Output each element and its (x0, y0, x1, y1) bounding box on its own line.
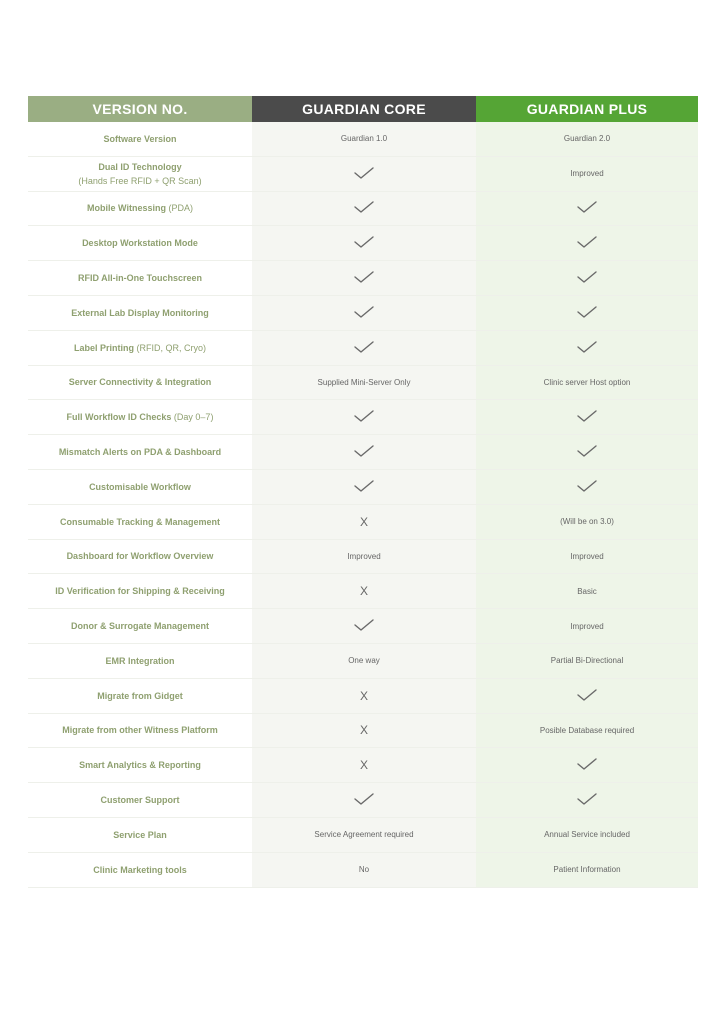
table-row (28, 226, 698, 261)
value-text: Guardian 1.0 (340, 134, 388, 144)
feature-label: Service Plan (113, 829, 167, 840)
core-cell (252, 331, 476, 365)
feature-label: Full Workflow ID Checks (66, 412, 172, 423)
feature-label: RFID All-in-One Touchscreen (77, 273, 202, 284)
core-cell (252, 505, 476, 539)
cross-value: X (359, 688, 368, 703)
feature-cell (28, 261, 252, 295)
value-text: Guardian 2.0 (563, 134, 611, 144)
value-text: No (358, 865, 370, 875)
plus-cell (476, 679, 698, 713)
check-icon (576, 792, 598, 808)
feature-label: Migrate from other Witness Platform (62, 725, 218, 736)
plus-cell (476, 609, 698, 643)
value-text: Patient Information (553, 865, 621, 875)
plus-cell (476, 505, 698, 539)
plus-cell (476, 261, 698, 295)
feature-cell (28, 714, 252, 748)
feature-cell (28, 853, 252, 887)
table-row (28, 783, 698, 818)
plus-cell (476, 748, 698, 782)
feature-cell (28, 574, 252, 608)
feature-sublabel: (Hands Free RFID + QR Scan) (78, 175, 202, 186)
feature-cell (28, 122, 252, 156)
value-text: Annual Service included (544, 830, 630, 840)
table-row (28, 296, 698, 331)
value-text: Improved (570, 621, 604, 631)
feature-cell (28, 157, 252, 191)
value-text: Service Agreement required (314, 830, 414, 840)
feature-cell (28, 296, 252, 330)
core-cell (252, 366, 476, 400)
table-row (28, 540, 698, 575)
core-cell (252, 470, 476, 504)
plus-cell (476, 192, 698, 226)
feature-cell (28, 679, 252, 713)
core-cell (252, 122, 476, 156)
core-cell (252, 574, 476, 608)
header-guardian-plus: GUARDIAN PLUS (476, 96, 698, 122)
feature-cell (28, 435, 252, 469)
table-row (28, 400, 698, 435)
table-row (28, 435, 698, 470)
feature-cell (28, 609, 252, 643)
plus-cell (476, 226, 698, 260)
core-cell (252, 435, 476, 469)
cross-value: X (359, 584, 368, 599)
feature-cell (28, 192, 252, 226)
table-row (28, 714, 698, 749)
plus-cell (476, 157, 698, 191)
feature-label: Migrate from Gidget (97, 690, 183, 701)
table-row (28, 748, 698, 783)
feature-cell (28, 818, 252, 852)
check-icon (576, 757, 598, 773)
plus-cell (476, 714, 698, 748)
table-header (28, 96, 698, 122)
core-cell (252, 748, 476, 782)
core-cell (252, 400, 476, 434)
feature-label: Consumable Tracking & Management (59, 516, 221, 527)
core-cell (252, 644, 476, 678)
core-cell (252, 679, 476, 713)
feature-cell (28, 748, 252, 782)
core-cell (252, 192, 476, 226)
feature-sublabel: (PDA) (168, 203, 193, 214)
core-cell (252, 714, 476, 748)
table-row (28, 470, 698, 505)
header-guardian-core: GUARDIAN CORE (252, 96, 476, 122)
core-cell (252, 226, 476, 260)
check-icon (576, 270, 598, 286)
check-icon (353, 166, 375, 182)
feature-label: Mismatch Alerts on PDA & Dashboard (58, 447, 222, 458)
table-row (28, 574, 698, 609)
check-icon (576, 479, 598, 495)
plus-cell (476, 818, 698, 852)
value-text: Supplied Mini-Server Only (317, 377, 411, 387)
plus-cell (476, 783, 698, 817)
value-text: Partial Bi-Directional (550, 656, 624, 666)
feature-label: ID Verification for Shipping & Receiving (55, 586, 225, 597)
plus-cell (476, 853, 698, 887)
core-cell (252, 157, 476, 191)
plus-cell (476, 470, 698, 504)
core-cell (252, 540, 476, 574)
table-row (28, 157, 698, 192)
feature-cell (28, 540, 252, 574)
cross-value: X (359, 723, 368, 738)
comparison-table (28, 96, 698, 888)
table-row (28, 818, 698, 853)
core-cell (252, 818, 476, 852)
check-icon (576, 305, 598, 321)
value-text: One way (348, 656, 380, 666)
table-row (28, 192, 698, 227)
feature-label: Server Connectivity & Integration (68, 377, 212, 388)
feature-cell (28, 644, 252, 678)
table-body (28, 122, 698, 888)
feature-label: Customisable Workflow (89, 481, 191, 492)
feature-label: Dashboard for Workflow Overview (66, 551, 214, 562)
feature-cell (28, 226, 252, 260)
plus-cell (476, 296, 698, 330)
feature-label: Software Version (103, 133, 177, 144)
core-cell (252, 296, 476, 330)
check-icon (353, 235, 375, 251)
plus-cell (476, 122, 698, 156)
table-row (28, 679, 698, 714)
core-cell (252, 853, 476, 887)
feature-label: Mobile Witnessing (87, 203, 166, 214)
feature-label: Desktop Workstation Mode (82, 238, 198, 249)
value-text: Improved (347, 551, 381, 561)
value-text: Improved (570, 169, 604, 179)
table-row (28, 644, 698, 679)
table-row (28, 609, 698, 644)
value-text: Improved (570, 551, 604, 561)
plus-cell (476, 574, 698, 608)
core-cell (252, 783, 476, 817)
table-row (28, 505, 698, 540)
value-text: (Will be on 3.0) (560, 517, 614, 527)
feature-cell (28, 783, 252, 817)
check-icon (353, 444, 375, 460)
check-icon (353, 618, 375, 634)
plus-cell (476, 540, 698, 574)
feature-cell (28, 400, 252, 434)
plus-cell (476, 366, 698, 400)
table-row (28, 331, 698, 366)
check-icon (576, 409, 598, 425)
check-icon (576, 235, 598, 251)
check-icon (576, 444, 598, 460)
feature-cell (28, 505, 252, 539)
feature-label: Customer Support (100, 795, 180, 806)
check-icon (353, 270, 375, 286)
plus-cell (476, 331, 698, 365)
value-text: Clinic server Host option (543, 377, 631, 387)
feature-label: Smart Analytics & Reporting (79, 760, 201, 771)
check-icon (353, 340, 375, 356)
feature-label: Donor & Surrogate Management (70, 621, 209, 632)
core-cell (252, 609, 476, 643)
check-icon (353, 200, 375, 216)
check-icon (353, 305, 375, 321)
core-cell (252, 261, 476, 295)
table-row (28, 122, 698, 157)
feature-label: Clinic Marketing tools (93, 864, 187, 875)
check-icon (353, 409, 375, 425)
value-text: Basic (577, 586, 597, 596)
feature-label: Label Printing (73, 342, 134, 353)
cross-value: X (359, 514, 368, 529)
feature-label: External Lab Display Monitoring (71, 307, 209, 318)
feature-label: EMR Integration (105, 655, 175, 666)
value-text: Posible Database required (539, 725, 635, 735)
check-icon (353, 792, 375, 808)
plus-cell (476, 400, 698, 434)
feature-cell (28, 331, 252, 365)
plus-cell (476, 435, 698, 469)
check-icon (576, 340, 598, 356)
feature-cell (28, 470, 252, 504)
feature-sublabel: (RFID, QR, Cryo) (136, 342, 207, 353)
cross-value: X (359, 758, 368, 773)
check-icon (576, 200, 598, 216)
feature-cell (28, 366, 252, 400)
feature-label: Dual ID Technology (98, 161, 182, 172)
plus-cell (476, 644, 698, 678)
check-icon (576, 688, 598, 704)
feature-sublabel: (Day 0–7) (173, 412, 214, 423)
table-row (28, 366, 698, 401)
header-version-no: VERSION NO. (28, 96, 252, 122)
table-row (28, 853, 698, 888)
check-icon (353, 479, 375, 495)
table-row (28, 261, 698, 296)
